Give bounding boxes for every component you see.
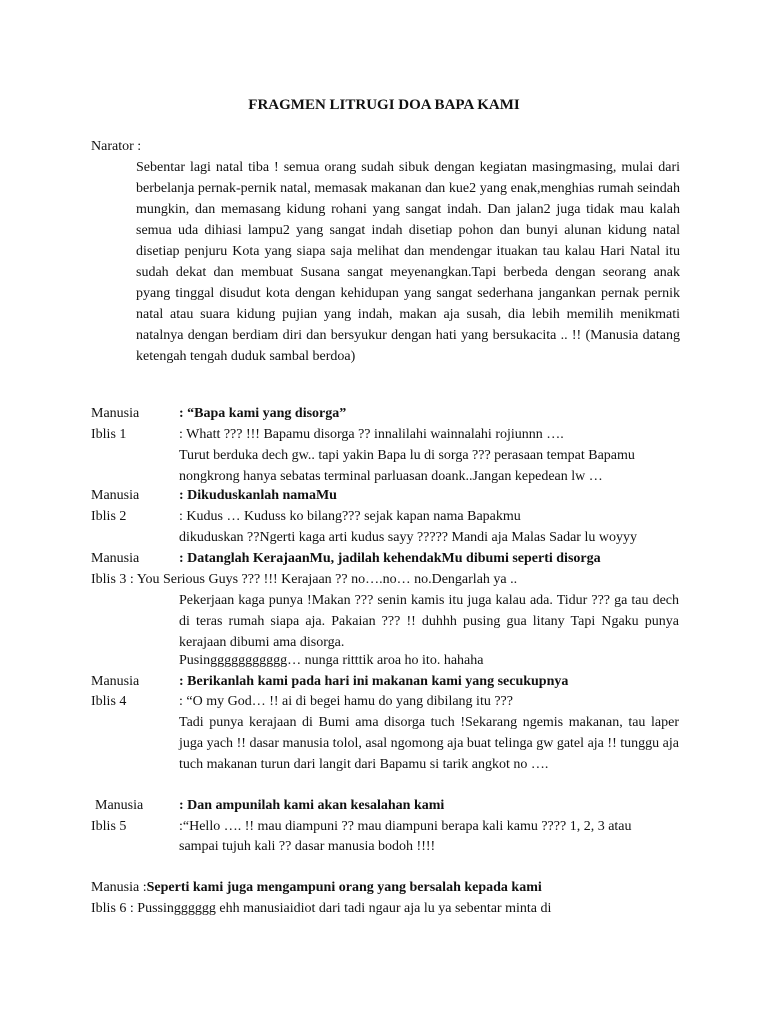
dialog-line-manusia-4 xyxy=(0,671,768,692)
speaker-label: Iblis 5 xyxy=(91,819,127,834)
dialog-text: Seperti kami juga mengampuni orang yang bersalah kepada kami xyxy=(146,880,542,895)
speaker-label: Manusia xyxy=(91,674,140,689)
dialog-line-iblis-2 xyxy=(0,506,768,527)
dialog-line-iblis-1 xyxy=(0,424,768,445)
dialog-line-iblis-3: Iblis 3 : You Serious Guys ??? !!! Kerajaan ?? no….no… no.Dengarlah ya .. xyxy=(91,572,518,587)
speaker-label: Iblis 2 xyxy=(91,509,127,524)
dialog-continuation: Turut berduka dech gw.. tapi yakin Bapa lu di sorga ??? perasaan tempat Bapamu xyxy=(179,448,635,463)
speaker-label: Iblis 4 xyxy=(91,694,127,709)
dialog-text: : “Bapa kami yang disorga” xyxy=(179,406,347,421)
dialog-line-iblis-6: Iblis 6 : Pussingggggg ehh manusiaidiot dari tadi ngaur aja lu ya sebentar minta di xyxy=(91,901,552,916)
dialog-line-iblis-4 xyxy=(0,691,768,712)
dialog-text: : Dikuduskanlah namaMu xyxy=(179,488,337,503)
dialog-continuation: Pusinggggggggggg… nunga ritttik aroa ho ito. hahaha xyxy=(179,653,484,668)
dialog-line-manusia-2 xyxy=(0,485,768,506)
dialog-line-manusia-5 xyxy=(0,795,768,816)
dialog-text: : Datanglah KerajaanMu, jadilah kehendakMu dibumi seperti disorga xyxy=(179,551,601,566)
document-title: FRAGMEN LITRUGI DOA BAPA KAMI xyxy=(248,97,520,113)
narator-paragraph: Sebentar lagi natal tiba ! semua orang sudah sibuk dengan kegiatan masingmasing, mulai dari berbelanja pernak-pernik natal, memasak makanan dan kue2 yang enak,menghias rumah seindah mungkin, dan memasang kidung rohani yang sangat indah. Dan jalan2 juga tidak mau kalah semua uda dihiasi lampu2 yang sangat indah disetiap pohon dan bunyi alunan kidung natal disetiap penjuru Kota yang siapa saja melihat dan mendengar ituakan tau kalau Hari Natal itu sudah dekat dan membuat Susana sangat meyenangkan.Tapi berbeda dengan seorang anak pyang tinggal disudut kota dengan kehidupan yang sangat sederhana jangankan pernak pernik natal atau suara kidung pujian yang indah, makan aja susah, dia lebih memilih menikmati natalnya dengan berdiam diri dan bersyukur dengan hati yang bersukacita .. !! (Manusia datang ketengah tengah duduk sambal berdoa) xyxy=(136,160,680,364)
dialog-text: : Dan ampunilah kami akan kesalahan kami xyxy=(179,798,445,813)
dialog-continuation: Tadi punya kerajaan di Bumi ama disorga tuch !Sekarang ngemis makanan, tau laper juga yach !! dasar manusia tolol, asal ngomong aja buat telinga gw gatel aja !! tunggu aja tuch makanan turun dari langit dari Bapamu si tarik angkot no …. xyxy=(179,715,679,772)
speaker-label: Manusia : xyxy=(91,880,147,895)
speaker-label: Iblis 1 xyxy=(91,427,127,442)
dialog-continuation: Pekerjaan kaga punya !Makan ??? senin kamis itu juga kalau ada. Tidur ??? ga tau dech di teras rumah siapa aja. Pakaian ??? !! duhhh pusing gua litany Tapi Ngaku punya kerajaan dibumi ama disorga. xyxy=(179,593,679,650)
dialog-line-manusia-6 xyxy=(91,877,542,898)
dialog-continuation: nongkrong hanya sebatas terminal parluasan doank..Jangan kepedean lw … xyxy=(179,469,603,484)
speaker-label: Manusia xyxy=(95,798,144,813)
dialog-text: : Berikanlah kami pada hari ini makanan kami yang secukupnya xyxy=(179,674,569,689)
dialog-continuation: dikuduskan ??Ngerti kaga arti kudus sayy ????? Mandi aja Malas Sadar lu woyyy xyxy=(179,530,637,545)
speaker-label: Manusia xyxy=(91,488,140,503)
speaker-label: Manusia xyxy=(91,551,140,566)
dialog-text: : “O my God… !! ai di begei hamu do yang dibilang itu ??? xyxy=(179,694,513,709)
dialog-line-manusia-1 xyxy=(0,403,768,424)
dialog-text: : Kudus … Kuduss ko bilang??? sejak kapan nama Bapakmu xyxy=(179,509,521,524)
dialog-text: :“Hello …. !! mau diampuni ?? mau diampuni berapa kali kamu ???? 1, 2, 3 atau xyxy=(179,819,632,834)
dialog-line-manusia-3 xyxy=(0,548,768,569)
dialog-text: : Whatt ??? !!! Bapamu disorga ?? innalilahi wainnalahi rojiunnn …. xyxy=(179,427,564,442)
dialog-line-iblis-5 xyxy=(0,816,768,837)
speaker-label: Manusia xyxy=(91,406,140,421)
dialog-continuation: sampai tujuh kali ?? dasar manusia bodoh !!!! xyxy=(179,839,436,854)
narator-label: Narator : xyxy=(91,139,142,154)
